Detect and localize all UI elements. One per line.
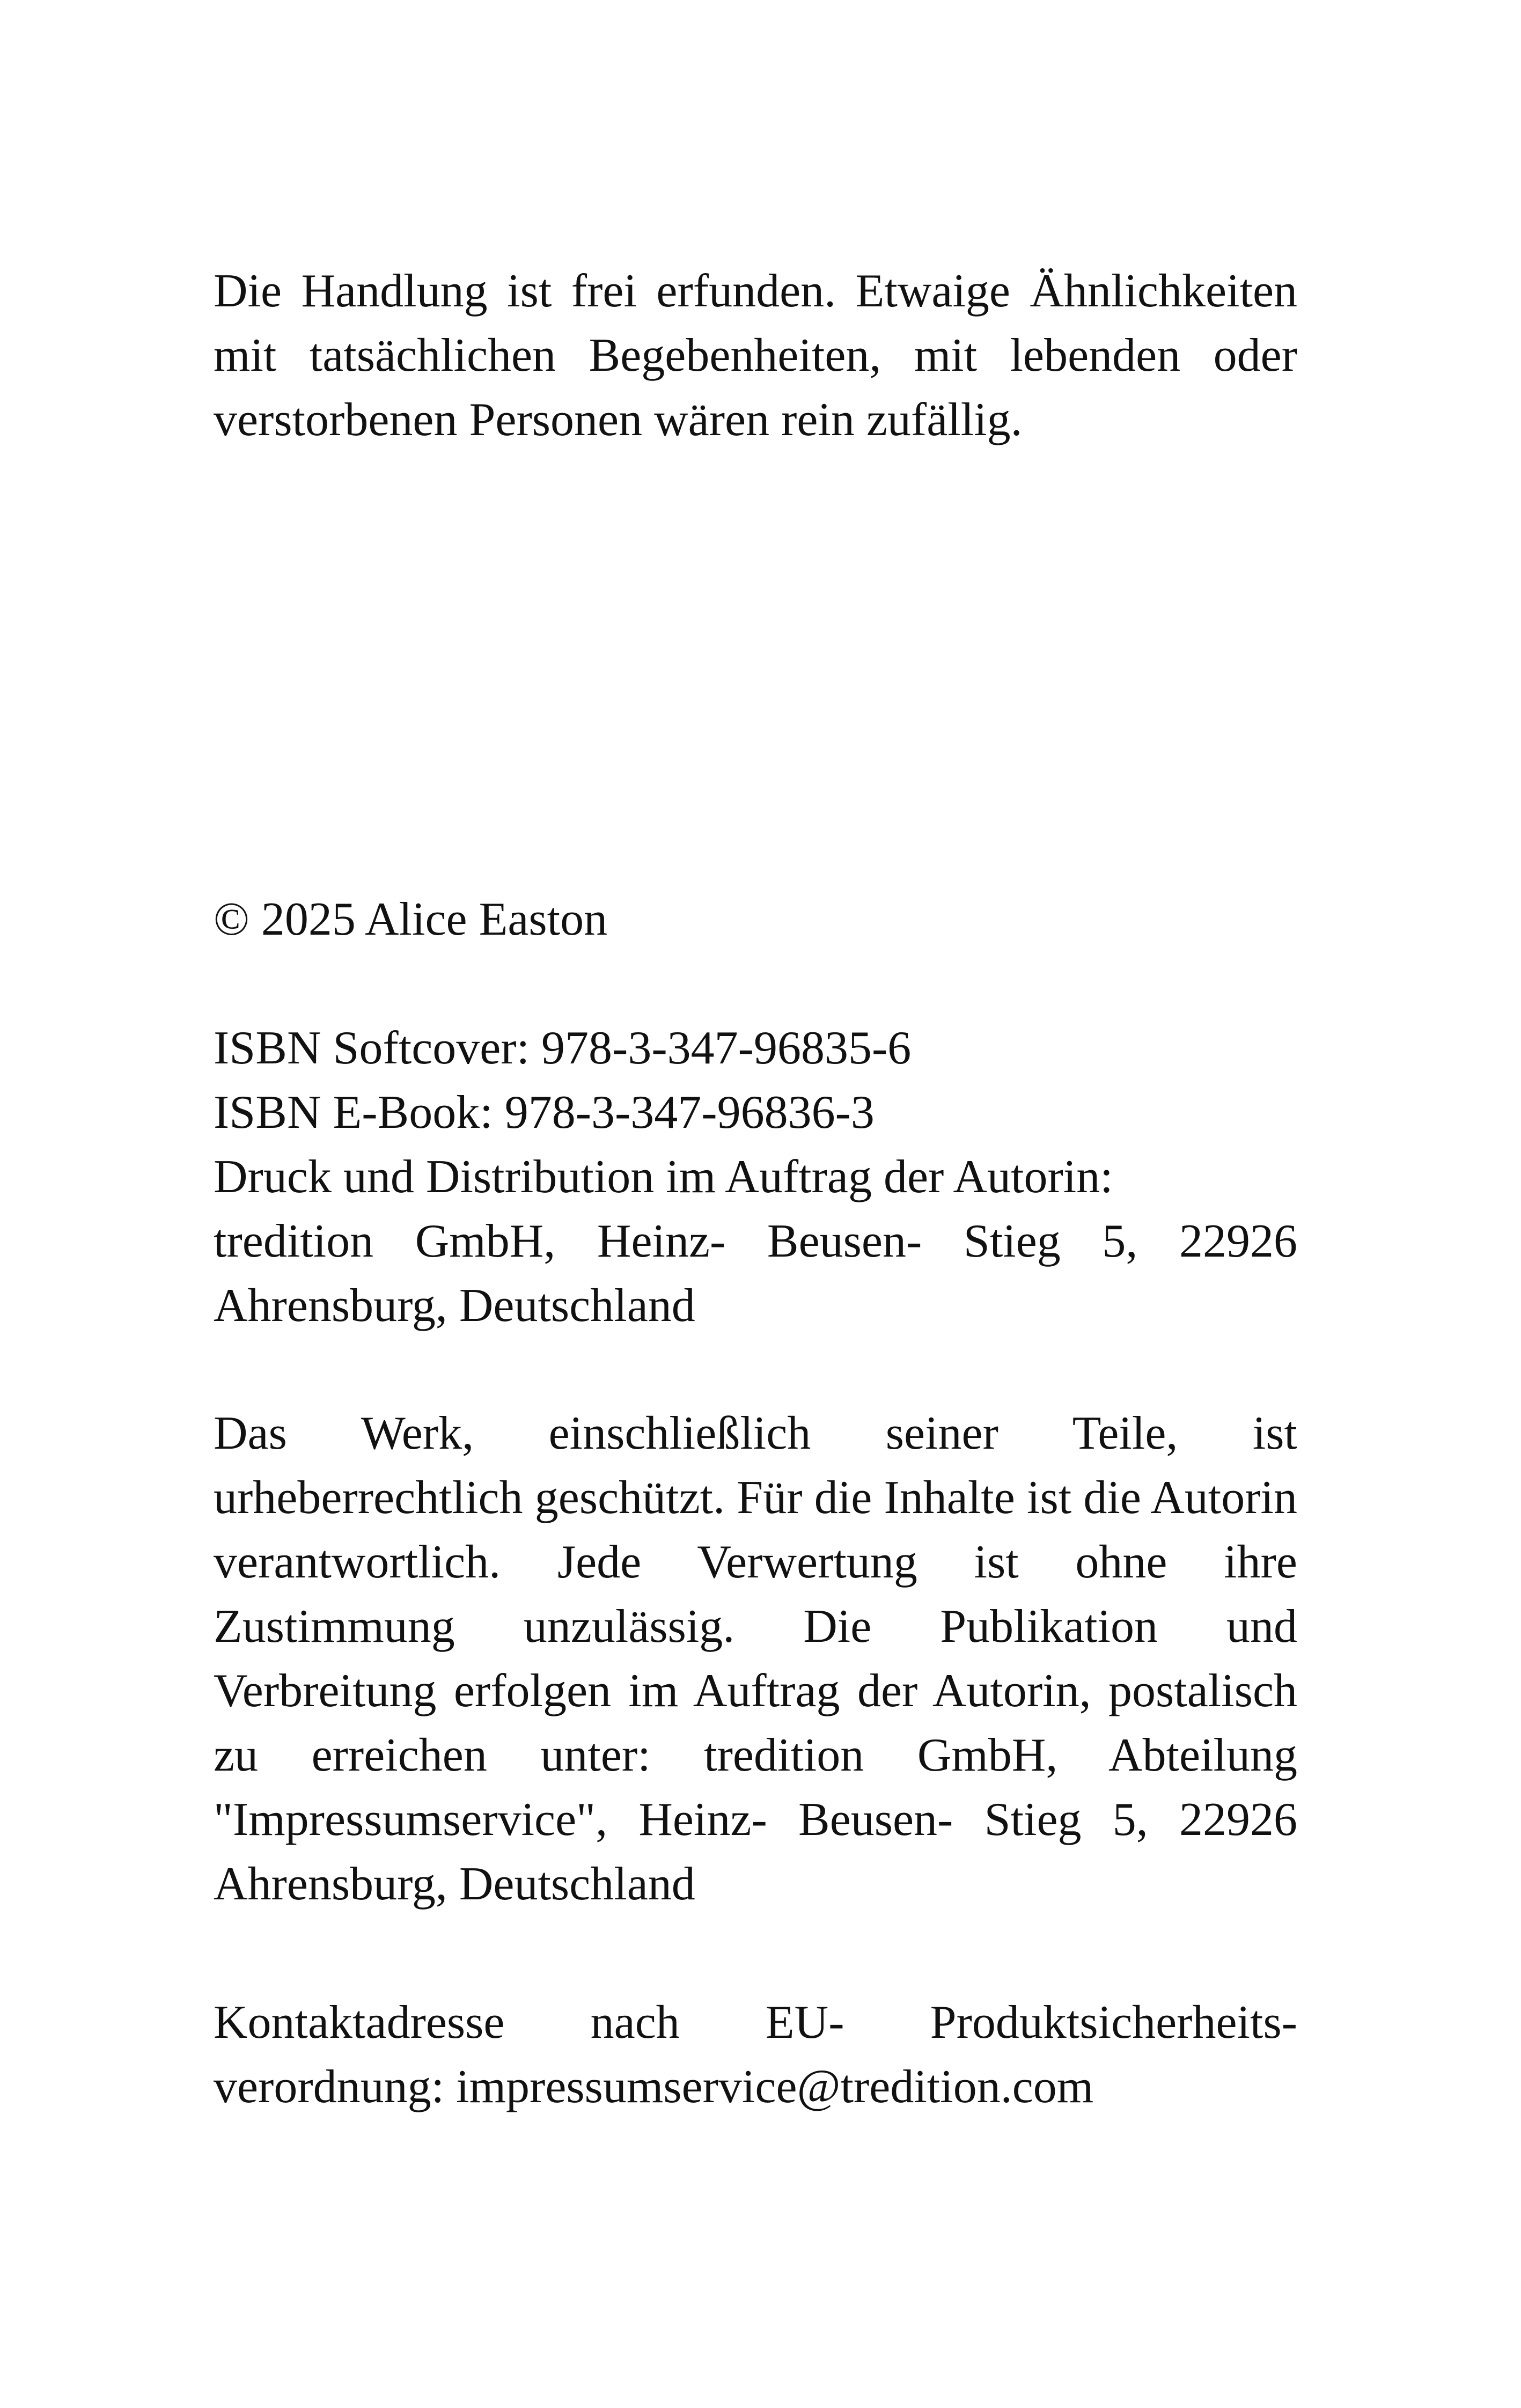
distribution-address: tredition GmbH, Heinz- Beusen- Stieg 5, 22926 Ahrensburg, Deutschland	[214, 1215, 1297, 1332]
copyright-rights-notice: Das Werk, einschließlich seiner Teile, ist urheberrechtlich geschützt. Für die Inhalte ist die Autorin verantwortlich. Jede Verwertung ist ohne ihre Zustimmung unzulässig. Die Publikation und Verbreitung erfolgen im Auftrag der Autorin, postalisch zu erreichen unter: tredition GmbH, Abteilung "Impressumservice", Heinz- Beusen- Stieg 5, 22926 Ahrensburg, Deutschland	[214, 1407, 1297, 1910]
isbn-softcover: ISBN Softcover: 978-3-347-96835-6	[214, 1022, 912, 1074]
contact-notice: Kontaktadresse nach EU- Produktsicherheits-verordnung: impressumservice@tredition.com	[214, 1996, 1297, 2113]
publication-info	[214, 1016, 1297, 1338]
fiction-disclaimer: Die Handlung ist frei erfunden. Etwaige Ähnlichkeiten mit tatsächlichen Begebenheiten, mit lebenden oder verstorbenen Personen wären rein zufällig.	[214, 265, 1297, 446]
copyright-notice: © 2025 Alice Easton	[214, 893, 608, 945]
isbn-ebook: ISBN E-Book: 978-3-347-96836-3	[214, 1086, 875, 1139]
distribution-line: Druck und Distribution im Auftrag der Autorin:	[214, 1151, 1113, 1203]
